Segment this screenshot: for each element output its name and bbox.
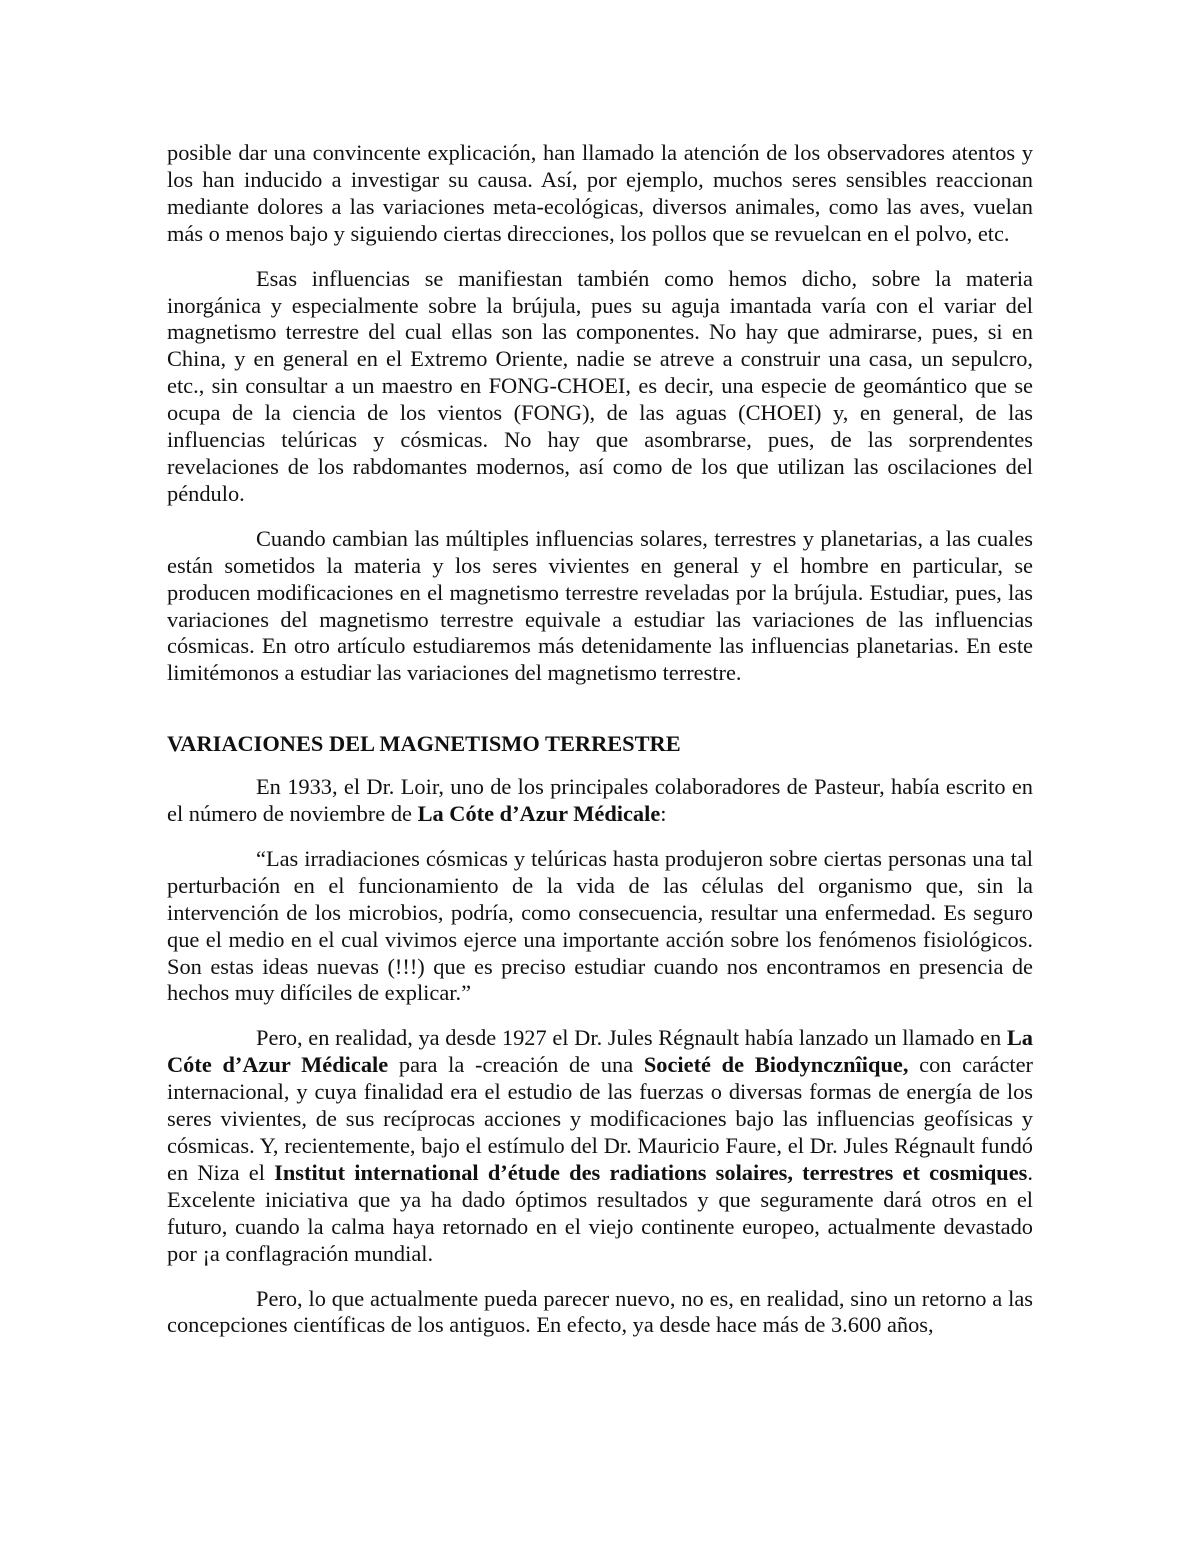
paragraph-3: Cuando cambian las múltiples influencias solares, terrestres y planetarias, a las cuales están sometidos la materia y los seres vivientes en general y el hombre en particular, se producen modificaciones en el magnetismo terrestre reveladas por la brújula. Estudiar, pues, las variaciones del magnetismo terrestre equivale a estudiar las variaciones de las influencias cósmicas. En otro artículo estudiaremos más detenidamente las influencias planetarias. En este limitémonos a estudiar las variaciones del magnetismo terrestre.	[167, 525, 1033, 686]
paragraph-6-text-b: para la -creación de una	[388, 1052, 644, 1078]
paragraph-1: posible dar una convincente explicación, han llamado la atención de los observadores atentos y los han inducido a investigar su causa. Así, por ejemplo, muchos seres sensibles reaccionan mediante dolores a las variaciones meta-ecológicas, diversos animales, como las aves, vuelan más o menos bajo y siguiendo ciertas direcciones, los pollos que se revuelcan en el polvo, etc.	[167, 140, 1033, 246]
society-name: Societé de Biodyncznîique,	[643, 1052, 909, 1078]
document-page	[167, 140, 1033, 1357]
paragraph-6-text-c: con carácter internacional, y cuya finalidad era el estudio de las fuerzas o diversas formas de energía de los seres vivientes, de sus recíprocas acciones y modificaciones bajo las influencias geofísicas y cósmicas. Y, recientemente, bajo el estímulo del Dr. Mauricio Faure, el Dr. Jules Régnault fundó en Niza el	[167, 1052, 1033, 1185]
quotation-paragraph: “Las irradiaciones cósmicas y telúricas hasta produjeron sobre ciertas personas una tal perturbación en el funcionamiento de la vida de las células del organismo que, sin la intervención de los microbios, podría, como consecuencia, resultar una enfermedad. Es seguro que el medio en el cual vivimos ejerce una importante acción sobre los fenómenos fisiológicos. Son estas ideas nuevas (!!!) que es preciso estudiar cuando nos encontramos en presencia de hechos muy difíciles de explicar.”	[167, 845, 1033, 1006]
paragraph-6	[167, 1025, 1033, 1267]
section-heading: VARIACIONES DEL MAGNETISMO TERRESTRE	[167, 731, 681, 757]
paragraph-4-text: En 1933, el Dr. Loir, uno de los principales colaboradores de Pasteur, había escrito en el número de noviembre de	[167, 774, 1033, 827]
journal-title: La Cóte d’Azur Médicale	[417, 801, 661, 827]
paragraph-6-text-a: Pero, en realidad, ya desde 1927 el Dr. Jules Régnault había lanzado un llamado en	[256, 1025, 1007, 1051]
institute-name: Institut international d’étude des radiations solaires, terrestres et cosmiques	[274, 1159, 1028, 1185]
paragraph-6-text-d: . Excelente iniciativa que ya ha dado óptimos resultados y que seguramente dará otros en el futuro, cuando la calma haya retornado en el viejo continente europeo, actualmente devastado por ¡a conflagración mundial.	[167, 1159, 1033, 1266]
journal-title-2: La Cóte d’Azur Médicale	[167, 1025, 1033, 1078]
paragraph-4	[167, 774, 1033, 828]
paragraph-7: Pero, lo que actualmente pueda parecer nuevo, no es, en realidad, sino un retorno a las concepciones científicas de los antiguos. En efecto, ya desde hace más de 3.600 años,	[167, 1285, 1033, 1338]
paragraph-4-end: :	[660, 801, 667, 827]
paragraph-2: Esas influencias se manifiestan también como hemos dicho, sobre la materia inorgánica y especialmente sobre la brújula, pues su aguja imantada varía con el variar del magnetismo terrestre del cual ellas son las componentes. No hay que admirarse, pues, si en China, y en general en el Extremo Oriente, nadie se atreve a construir una casa, un sepulcro, etc., sin consultar a un maestro en FONG-CHOEI, es decir, una especie de geomántico que se ocupa de la ciencia de los vientos (FONG), de las aguas (CHOEI) y, en general, de las influencias telúricas y cósmicas. No hay que asombrarse, pues, de las sorprendentes revelaciones de los rabdomantes modernos, así como de los que utilizan las oscilaciones del péndulo.	[167, 265, 1033, 506]
